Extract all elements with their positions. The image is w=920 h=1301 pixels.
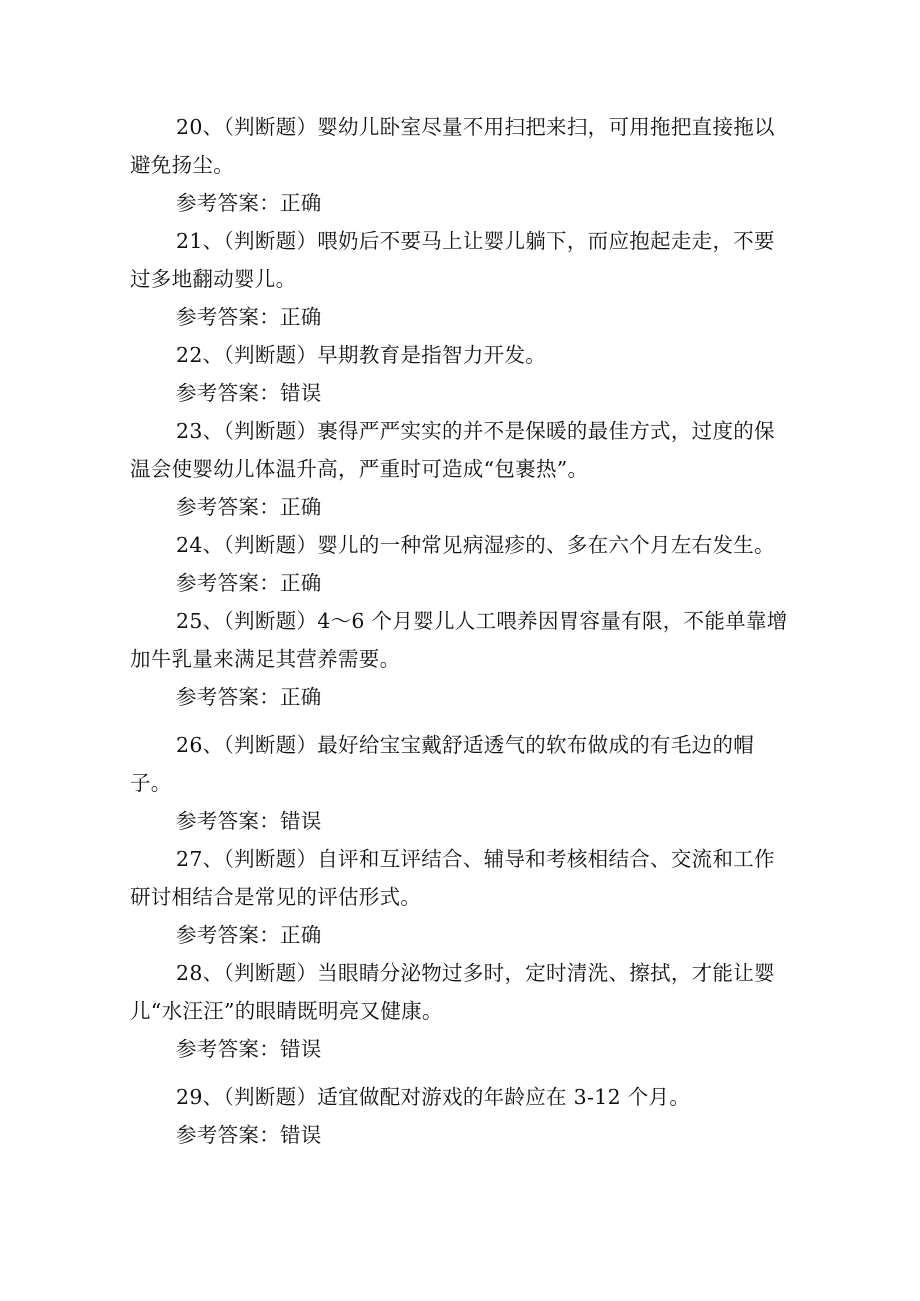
question-21 — [130, 222, 790, 336]
question-number: 23、 — [176, 419, 224, 443]
question-type: （判断题） — [223, 609, 318, 633]
question-type: （判断题） — [223, 533, 318, 557]
question-23 — [130, 412, 790, 526]
answer-label: 参考答案： — [176, 1037, 280, 1061]
answer-line — [130, 916, 790, 954]
question-type: （判断题） — [223, 419, 318, 443]
answer-value: 正确 — [280, 305, 322, 329]
question-text — [130, 412, 790, 488]
answer-line — [130, 564, 790, 602]
answer-value: 正确 — [280, 685, 322, 709]
question-body: 最好给宝宝戴舒适透气的软布做成的有毛边的帽子。 — [130, 733, 755, 795]
answer-label: 参考答案： — [176, 923, 280, 947]
question-text — [130, 222, 790, 298]
answer-line — [130, 298, 790, 336]
question-body: 适宜做配对游戏的年龄应在 3-12 个月。 — [317, 1085, 691, 1109]
answer-line — [130, 1116, 790, 1154]
question-28 — [130, 954, 790, 1068]
answer-value: 错误 — [280, 1037, 322, 1061]
answer-label: 参考答案： — [176, 809, 280, 833]
answer-label: 参考答案： — [176, 1123, 280, 1147]
answer-value: 错误 — [280, 1123, 322, 1147]
answer-line — [130, 802, 790, 840]
question-text — [130, 840, 790, 916]
answer-value: 正确 — [280, 191, 322, 215]
answer-value: 正确 — [280, 571, 322, 595]
answer-line — [130, 374, 790, 412]
question-number: 26、 — [176, 733, 224, 757]
question-number: 28、 — [176, 961, 224, 985]
question-type: （判断题） — [223, 115, 318, 139]
answer-label: 参考答案： — [176, 381, 280, 405]
answer-label: 参考答案： — [176, 571, 280, 595]
question-body: 婴儿的一种常见病湿疹的、多在六个月左右发生。 — [317, 533, 775, 557]
question-26 — [130, 726, 790, 840]
question-number: 24、 — [176, 533, 224, 557]
question-body: 自评和互评结合、辅导和考核相结合、交流和工作研讨相结合是常见的评估形式。 — [130, 847, 775, 909]
question-body: 喂奶后不要马上让婴儿躺下，而应抱起走走，不要过多地翻动婴儿。 — [130, 229, 775, 291]
question-text — [130, 108, 790, 184]
question-body: 早期教育是指智力开发。 — [317, 343, 547, 367]
answer-line — [130, 184, 790, 222]
question-number: 20、 — [176, 115, 224, 139]
question-type: （判断题） — [223, 343, 318, 367]
question-type: （判断题） — [223, 229, 318, 253]
question-type: （判断题） — [223, 1085, 318, 1109]
question-text — [130, 336, 790, 374]
answer-value: 错误 — [280, 381, 322, 405]
question-type: （判断题） — [223, 847, 318, 871]
question-29 — [130, 1078, 790, 1154]
question-text — [130, 526, 790, 564]
question-type: （判断题） — [223, 733, 318, 757]
question-20 — [130, 108, 790, 222]
question-number: 29、 — [176, 1085, 224, 1109]
answer-label: 参考答案： — [176, 495, 280, 519]
question-text — [130, 954, 790, 1030]
question-body: 4～6 个月婴儿人工喂养因胃容量有限，不能单靠增加牛乳量来满足其营养需要。 — [130, 609, 788, 671]
question-type: （判断题） — [223, 961, 318, 985]
answer-label: 参考答案： — [176, 191, 280, 215]
answer-label: 参考答案： — [176, 685, 280, 709]
answer-line — [130, 678, 790, 716]
answer-value: 错误 — [280, 809, 322, 833]
question-number: 22、 — [176, 343, 224, 367]
question-body: 婴幼儿卧室尽量不用扫把来扫，可用拖把直接拖以避免扬尘。 — [130, 115, 775, 177]
answer-line — [130, 1030, 790, 1068]
answer-line — [130, 488, 790, 526]
answer-label: 参考答案： — [176, 305, 280, 329]
question-25 — [130, 602, 790, 716]
question-24 — [130, 526, 790, 602]
question-text — [130, 602, 790, 678]
question-number: 21、 — [176, 229, 224, 253]
question-number: 25、 — [176, 609, 224, 633]
question-text — [130, 726, 790, 802]
question-27 — [130, 840, 790, 954]
question-22 — [130, 336, 790, 412]
question-number: 27、 — [176, 847, 224, 871]
answer-value: 正确 — [280, 495, 322, 519]
question-body: 裹得严严实实的并不是保暖的最佳方式，过度的保温会使婴幼儿体温升高，严重时可造成“包裹热”。 — [130, 419, 775, 481]
answer-value: 正确 — [280, 923, 322, 947]
question-text — [130, 1078, 790, 1116]
question-body: 当眼睛分泌物过多时，定时清洗、擦拭，才能让婴儿“水汪汪”的眼睛既明亮又健康。 — [130, 961, 775, 1023]
